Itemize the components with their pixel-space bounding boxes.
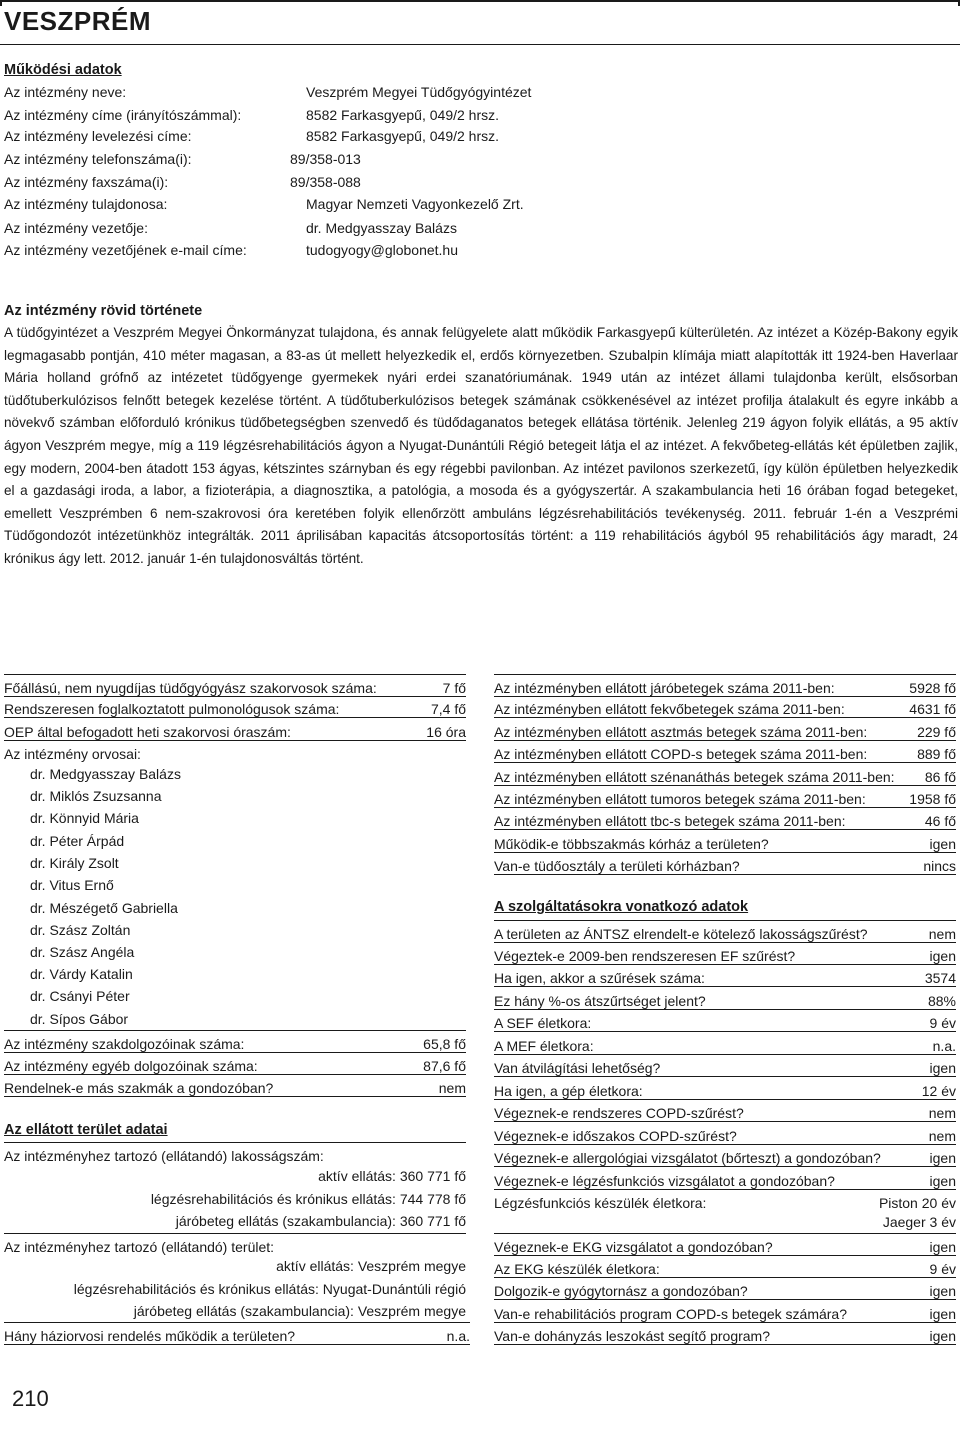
- service-label: Ha igen, akkor a szűrések száma:: [494, 970, 705, 986]
- territory-label: Az intézményhez tartozó (ellátandó) terület:: [4, 1239, 275, 1255]
- fax-label: Az intézmény faxszáma(i):: [4, 174, 169, 190]
- service-row: [494, 1256, 956, 1278]
- doctor-name: dr. Mészégető Gabriella: [30, 900, 178, 916]
- population-label-row: [4, 1142, 466, 1164]
- stats-label: Az intézményben ellátott COPD-s betegek száma 2011-ben:: [494, 746, 868, 762]
- service-row: [494, 1323, 956, 1345]
- spiro-value-2: Jaeger 3 év: [882, 1214, 956, 1230]
- staff-value: 7 fő: [442, 680, 466, 696]
- staff-label: Az intézmény szakdolgozóinak száma:: [4, 1036, 245, 1052]
- territory-label-row: [4, 1233, 466, 1255]
- services-heading: A szolgáltatásokra vonatkozó adatok: [494, 899, 749, 915]
- service-row: [494, 1168, 956, 1190]
- service-label: Van átvilágítási lehetőség?: [494, 1060, 661, 1076]
- service-label: Végeznek-e időszakos COPD-szűrést?: [494, 1128, 737, 1144]
- population-rehab: légzésrehabilitációs és krónikus ellátás: 744 778 fő: [150, 1191, 466, 1207]
- doctor-name: dr. Király Zsolt: [30, 855, 119, 871]
- service-row: [494, 1100, 956, 1122]
- stats-row: [494, 696, 956, 718]
- stats-row: [494, 808, 956, 830]
- service-label: A SEF életkora:: [494, 1015, 592, 1031]
- stats-label: Az intézményben ellátott tbc-s betegek száma 2011-ben:: [494, 813, 846, 829]
- service-value: 88%: [927, 993, 956, 1009]
- service-label: Ha igen, a gép életkora:: [494, 1083, 643, 1099]
- service-value: 9 év: [929, 1015, 956, 1031]
- service-label: Végeznek-e EKG vizsgálatot a gondozóban?: [494, 1239, 773, 1255]
- doctor-name: dr. Vitus Ernő: [30, 877, 114, 893]
- service-label: A területen az ÁNTSZ elrendelt-e kötelező lakosságszűrést?: [494, 926, 868, 942]
- doctor-name: dr. Szász Angéla: [30, 944, 135, 960]
- service-value: igen: [929, 1283, 956, 1299]
- territory-active: aktív ellátás: Veszprém megye: [276, 1258, 466, 1274]
- service-value: 3574: [924, 970, 956, 986]
- service-value: n.a.: [932, 1038, 956, 1054]
- stats-label: Az intézményben ellátott szénanáthás betegek száma 2011-ben:: [494, 769, 895, 785]
- stats-value: igen: [929, 836, 956, 852]
- staff-label: Az intézmény egyéb dolgozóinak száma:: [4, 1058, 258, 1074]
- staff-row-nurses: [4, 1030, 466, 1053]
- stats-value: 86 fő: [924, 769, 956, 785]
- service-value: igen: [929, 1173, 956, 1189]
- stats-label: Az intézményben ellátott járóbetegek száma 2011-ben:: [494, 680, 835, 696]
- staff-value: 87,6 fő: [423, 1058, 466, 1074]
- stats-label: Az intézményben ellátott fekvőbetegek száma 2011-ben:: [494, 701, 845, 717]
- service-row: [494, 988, 956, 1010]
- page-title: VESZPRÉM: [4, 6, 152, 36]
- staff-row-other: [4, 1053, 466, 1075]
- staff-row-hours: [4, 719, 466, 741]
- population-outpatient: járóbeteg ellátás (szakambulancia): 360 771 fő: [175, 1213, 466, 1229]
- service-row: [494, 943, 956, 965]
- population-label: Az intézményhez tartozó (ellátandó) lakosságszám:: [4, 1148, 324, 1164]
- phone-value: 89/358-013: [290, 151, 361, 167]
- stats-value: nincs: [923, 858, 956, 874]
- doctor-name: dr. Könnyid Mária: [30, 810, 139, 826]
- stats-label: Van-e tüdőosztály a területi kórházban?: [494, 858, 740, 874]
- stats-row: [494, 674, 956, 697]
- doctors-label-row: [4, 741, 466, 762]
- service-row: [494, 920, 956, 943]
- spiro-value: Piston 20 év: [878, 1195, 956, 1211]
- service-label: Van-e dohányzás leszokást segítő program?: [494, 1328, 771, 1344]
- stats-label: Az intézményben ellátott tumoros betegek száma 2011-ben:: [494, 791, 866, 807]
- service-value: igen: [929, 1150, 956, 1166]
- service-value: igen: [929, 1060, 956, 1076]
- doctor-name: dr. Péter Árpád: [30, 833, 125, 849]
- service-row: [494, 1010, 956, 1032]
- service-label: Van-e rehabilitációs program COPD-s betegek számára?: [494, 1306, 848, 1322]
- stats-label: Az intézményben ellátott asztmás betegek száma 2011-ben:: [494, 724, 868, 740]
- title-divider: [0, 44, 960, 45]
- doctor-name: dr. Miklós Zsuzsanna: [30, 788, 162, 804]
- stats-value: 1958 fő: [909, 791, 956, 807]
- service-row: [494, 1055, 956, 1077]
- service-value: igen: [929, 1328, 956, 1344]
- stats-row: [494, 831, 956, 853]
- director-value: dr. Medgyasszay Balázs: [306, 220, 457, 236]
- history-paragraph: A tüdőgyintézet a Veszprém Megyei Önkormányzat tulajdona, és annak felügyelete alatt működik Farkasgyepű külterületén. Az intézet a Közép-Bakony egyik legmagasabb pontján, 410 méter magasan, a 83-as út mellett helyezkedik el, erdős környezetben. Szubalpin klímája miatt alapították itt 1924-ben Haverlaar Mária holland grófnő az intézetet tüdőgyenge gyermekek nyári erdei szanatóriumának. 1949 után az intézet állami tulajdonba került, elsősorban tüdőtuberkulózisos felnőtt betegek kezelése történt. A tüdőtuberkulózisos betegek számának csökkenésével az intézet profilja átalakult és egyre inkább a növekvő számban előforduló krónikus tüdőbetegségben szenvedő és tüdődaganatos betegek ellátása történik. Jelenleg 219 ágyon folyik ellátás, a 95 aktív ágyon Veszprém megye, míg a 119 légzésrehabilitációs ágyon a Nyugat-Dunántúli Régió betegeit látja el az intézet. A fekvőbeteg-ellátás két épületben zajlik, egy modern, 2004-ben átadott 153 ágyas, kétszintes szárnyban és egy régebbi pavilonban. Az intézet pavilonos szerkezetű, így külön épületben helyezkedik el a gazdasági iroda, a labor, a fizioterápia, a diagnosztika, a patológia, a mosoda és a gyógyszertár. A szakambulancia heti 16 órában fogad betegeket, emellett Veszprémben 6 nem-szakrovosi óra keretében folyik ellenőrzött ambuláns légzésrehabilitációs tevékenység. 2011. február 1-én a Veszprémi Tüdőgondozót intézetünkhöz integrálták. 2011 áprilisában kapacitás átcsoportosítás történt: a 119 rehabilitációs ágyból 95 rehabilitációs ágy maradt, 24 krónikus ágy lett. 2012. január 1-én tulajdonosváltás történt.: [4, 325, 958, 566]
- doctor-name: dr. Szász Zoltán: [30, 922, 131, 938]
- staff-label: Rendszeresen foglalkoztatott pulmonológusok száma:: [4, 701, 340, 717]
- stats-value: 889 fő: [917, 746, 956, 762]
- service-label: Végeznek-e rendszeres COPD-szűrést?: [494, 1105, 744, 1121]
- page-number: 210: [12, 1386, 49, 1411]
- territory-outpatient: járóbeteg ellátás (szakambulancia): Veszprém megye: [133, 1303, 466, 1319]
- service-label: Végeztek-e 2009-ben rendszeresen EF szűrést?: [494, 948, 796, 964]
- institution-address-label: Az intézmény címe (irányítószámmal):: [4, 107, 242, 123]
- staff-value: 65,8 fő: [423, 1036, 466, 1052]
- service-row: [494, 1033, 956, 1055]
- service-value: nem: [928, 926, 956, 942]
- stats-value: 4631 fő: [909, 701, 956, 717]
- spiro-row: [494, 1190, 956, 1211]
- owner-label: Az intézmény tulajdonosa:: [4, 196, 168, 212]
- service-row: [494, 1078, 956, 1100]
- service-value: igen: [929, 1306, 956, 1322]
- institution-address-value: 8582 Farkasgyepű, 049/2 hrsz.: [306, 107, 500, 123]
- director-email-label: Az intézmény vezetőjének e-mail címe:: [4, 242, 247, 258]
- stats-row: [494, 786, 956, 808]
- service-label: Ez hány %-os átszűrtséget jelent?: [494, 993, 706, 1009]
- stats-label: Működik-e többszakmás kórház a területen?: [494, 836, 769, 852]
- territory-rehab: légzésrehabilitációs és krónikus ellátás: Nyugat-Dunántúli régió: [73, 1281, 466, 1297]
- service-label: Dolgozik-e gyógytornász a gondozóban?: [494, 1283, 748, 1299]
- service-label: A MEF életkora:: [494, 1038, 594, 1054]
- operational-heading: Működési adatok: [4, 62, 122, 78]
- stats-value: 46 fő: [924, 813, 956, 829]
- staff-value: nem: [438, 1080, 466, 1096]
- staff-value: 7,4 fő: [430, 701, 466, 717]
- staff-label: Rendelnek-e más szakmák a gondozóban?: [4, 1080, 274, 1096]
- fax-value: 89/358-088: [290, 174, 361, 190]
- area-heading: Az ellátott terület adatai: [4, 1122, 168, 1138]
- phone-label: Az intézmény telefonszáma(i):: [4, 151, 192, 167]
- service-value: 9 év: [929, 1261, 956, 1277]
- staff-label: Főállású, nem nyugdíjas tüdőgyógyász szakorvosok száma:: [4, 680, 377, 696]
- service-value: igen: [929, 1239, 956, 1255]
- service-value: nem: [928, 1105, 956, 1121]
- doctor-name: dr. Várdy Katalin: [30, 966, 133, 982]
- service-value: nem: [928, 1128, 956, 1144]
- gp-value: n.a.: [446, 1328, 470, 1344]
- service-value: 12 év: [921, 1083, 956, 1099]
- mailing-address-value: 8582 Farkasgyepű, 049/2 hrsz.: [306, 128, 500, 144]
- stats-row: [494, 719, 956, 741]
- doctors-label: Az intézmény orvosai:: [4, 746, 141, 762]
- gp-row: [4, 1322, 470, 1345]
- staff-row-specialists: [4, 674, 466, 697]
- history-heading: Az intézmény rövid története: [4, 303, 203, 319]
- staff-value: 16 óra: [426, 724, 466, 740]
- service-row: [494, 1123, 956, 1145]
- service-value: igen: [929, 948, 956, 964]
- doctor-name: dr. Csányi Péter: [30, 988, 130, 1004]
- service-label: Az EKG készülék életkora:: [494, 1261, 660, 1277]
- service-row: [494, 1145, 956, 1167]
- stats-value: 5928 fő: [909, 680, 956, 696]
- doctor-name: dr. Sípos Gábor: [30, 1011, 129, 1027]
- stats-value: 229 fő: [917, 724, 956, 740]
- institution-name-label: Az intézmény neve:: [4, 84, 127, 100]
- mailing-address-label: Az intézmény levelezési címe:: [4, 128, 192, 144]
- service-row: [494, 1278, 956, 1300]
- director-label: Az intézmény vezetője:: [4, 220, 148, 236]
- service-row: [494, 1301, 956, 1323]
- stats-row: [494, 764, 956, 786]
- director-email-value[interactable]: tudogyogy@globonet.hu: [306, 242, 458, 258]
- gp-label: Hány háziorvosi rendelés működik a területen?: [4, 1328, 296, 1344]
- owner-value: Magyar Nemzeti Vagyonkezelő Zrt.: [306, 196, 524, 212]
- doctor-name: dr. Medgyasszay Balázs: [30, 766, 181, 782]
- stats-row: [494, 741, 956, 763]
- service-row: [494, 1233, 956, 1256]
- institution-name-value: Veszprém Megyei Tüdőgyógyintézet: [306, 84, 532, 100]
- staff-row-other-specialties: [4, 1075, 466, 1097]
- service-row: [494, 965, 956, 987]
- service-label: Végeznek-e allergológiai vizsgálatot (bőrteszt) a gondozóban?: [494, 1150, 881, 1166]
- stats-row: [494, 853, 956, 875]
- population-active: aktív ellátás: 360 771 fő: [318, 1168, 466, 1184]
- staff-label: OEP által befogadott heti szakorvosi óraszám:: [4, 724, 291, 740]
- service-label: Végeznek-e légzésfunkciós vizsgálatot a gondozóban?: [494, 1173, 835, 1189]
- staff-row-pulmonologists: [4, 696, 466, 718]
- spiro-label: Légzésfunkciós készülék életkora:: [494, 1195, 707, 1211]
